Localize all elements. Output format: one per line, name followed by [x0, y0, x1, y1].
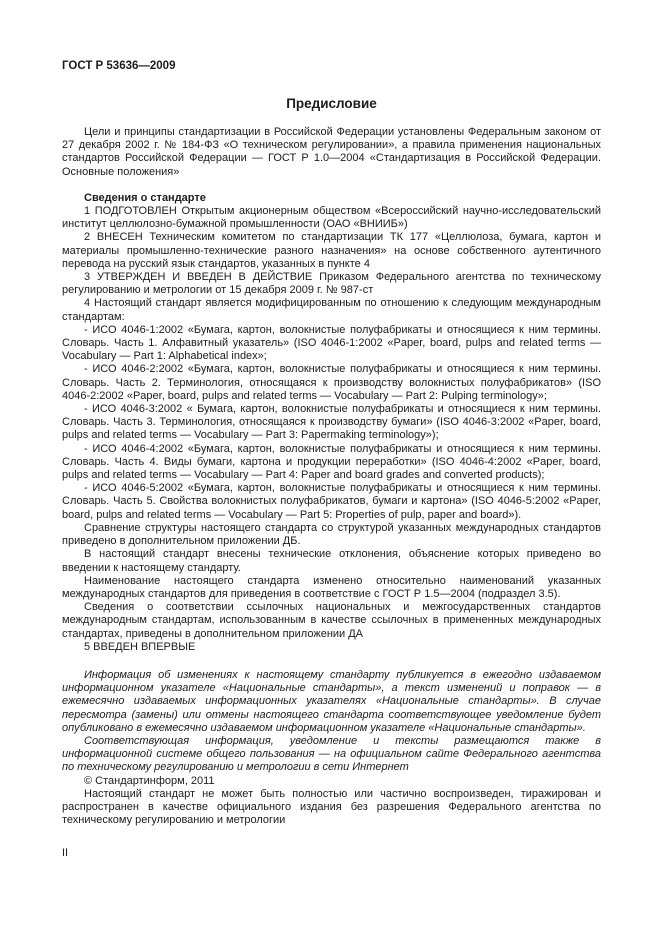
info-item-4: 4 Настоящий стандарт является модифицированным по отношению к следующим международным стандартам:	[62, 297, 601, 323]
publication-note-2: Соответствующая информация, уведомление и тексты размещаются также в информационной системе общего пользования — на официальном сайте Федерального агентства по техническому регулированию и метрологии в сети Интернет	[62, 734, 601, 774]
reproduction-notice: Настоящий стандарт не может быть полностью или частично воспроизведен, тиражирован и распространен в качестве официального издания без разрешения Федерального агентства по техническому регулированию и метрологии	[62, 787, 601, 827]
copyright-line: © Стандартинформ, 2011	[84, 774, 215, 787]
iso-reference-3: - ИСО 4046-3:2002 « Бумага, картон, волокнистые полуфабрикаты и относящиеся к ним термины. Словарь. Часть 3. Терминология, относящаяся к производству бумаги» (ISO 4046-3:2002 «Paper, board, pulps and related terms — Vocabulary — Part 3: Papermaking terminology»);	[62, 403, 601, 442]
intro-paragraph: Цели и принципы стандартизации в Российской Федерации установлены Федеральным законом от 27 декабря 2002 г. № 184-ФЗ «О техническом регулировании», а правила применения национальных стандартов Российской Федерации — ГОСТ Р 1.0—2004 «Стандартизация в Российской Федерации. Основные положения»	[62, 126, 601, 178]
info-item-3: 3 УТВЕРЖДЕН И ВВЕДЕН В ДЕЙСТВИЕ Приказом Федерального агентства по техническому регулированию и метрологии от 15 декабря 2009 г. № 987-ст	[62, 271, 601, 297]
standard-code: ГОСТ Р 53636—2009	[62, 60, 176, 72]
publication-notes-block	[62, 669, 601, 775]
page-title: Предисловие	[286, 96, 377, 111]
iso-reference-5: - ИСО 4046-5:2002 «Бумага, картон, волокнистые полуфабрикаты и относящиеся к ним термины. Словарь. Часть 5. Свойства волокнистых полуфабрикатов, бумаги и картона» (ISO 4046-5:2002 «Paper, board, pulps and related terms — Vocabulary — Part 5: Properties of pulp, paper and board»).	[62, 482, 601, 521]
publication-note-1: Информация об изменениях к настоящему стандарту публикуется в ежегодно издаваемом информационном указателе «Национальные стандарты», а текст изменений и поправок — в ежемесячно издаваемых информационных указателях «Национальные стандарты». В случае пересмотра (замены) или отмены настоящего стандарта соответствующее уведомление будет опубликовано в ежемесячно издаваемом информационном указателе «Национальные стандарты».	[62, 668, 601, 734]
note-technical-deviations: В настоящий стандарт внесены технические отклонения, объяснение которых приведено во введении к настоящему стандарту.	[62, 548, 601, 574]
info-item-5: 5 ВВЕДЕН ВПЕРВЫЕ	[84, 640, 196, 653]
iso-reference-2: - ИСО 4046-2:2002 «Бумага, картон, волокнистые полуфабрикаты и относящиеся к ним термины. Словарь. Часть 2. Терминология, относящаяся к производству волокнистых полуфабрикатов» (ISO 4046-2:2002 «Paper, board, pulps and related terms — Vocabulary — Part 2: Pulping terminology»;	[62, 363, 601, 402]
info-item-1: 1 ПОДГОТОВЛЕН Открытым акционерным обществом «Всероссийский научно-исследовательский институт целлюлозно-бумажной промышленности (ОАО «ВНИИБ»)	[62, 205, 601, 231]
section-heading-standard-info: Сведения о стандарте	[84, 191, 206, 204]
iso-reference-4: - ИСО 4046-4:2002 «Бумага, картон, волокнистые полуфабрикаты и относящиеся к ним термины. Словарь. Часть 4. Виды бумаги, картона и продукции переработки» (ISO 4046-4:2002 «Paper, board, pulps and related terms — Vocabulary — Part 4: Paper and board grades and converted products);	[62, 442, 601, 482]
note-structure-comparison: Сравнение структуры настоящего стандарта со структурой указанных международных стандартов приведено в дополнительном приложении ДБ.	[62, 521, 601, 548]
iso-reference-1: - ИСО 4046-1:2002 «Бумага, картон, волокнистые полуфабрикаты и относящиеся к ним термины. Словарь. Часть 1. Алфавитный указатель» (ISO 4046-1:2002 «Paper, board, pulps and related terms — Vocabulary — Part 1: Alphabetical index»;	[62, 323, 601, 363]
note-reference-correspondence: Сведения о соответствии ссылочных национальных и межгосударственных стандартов международным стандартам, использованным в качестве ссылочных в примененных международных стандартах, приведены в дополнительном приложении ДА	[62, 601, 601, 640]
page-number: II	[62, 847, 69, 859]
info-item-2: 2 ВНЕСЕН Техническим комитетом по стандартизации ТК 177 «Целлюлоза, бумага, картон и материалы промышленно-технические разного назначения» на основе собственного аутентичного перевода на русский язык стандартов, указанных в пункте 4	[62, 231, 601, 270]
note-title-change: Наименование настоящего стандарта изменено относительно наименований указанных международных стандартов для приведения в соответствие с ГОСТ Р 1.5—2004 (подраздел 3.5).	[62, 574, 601, 600]
